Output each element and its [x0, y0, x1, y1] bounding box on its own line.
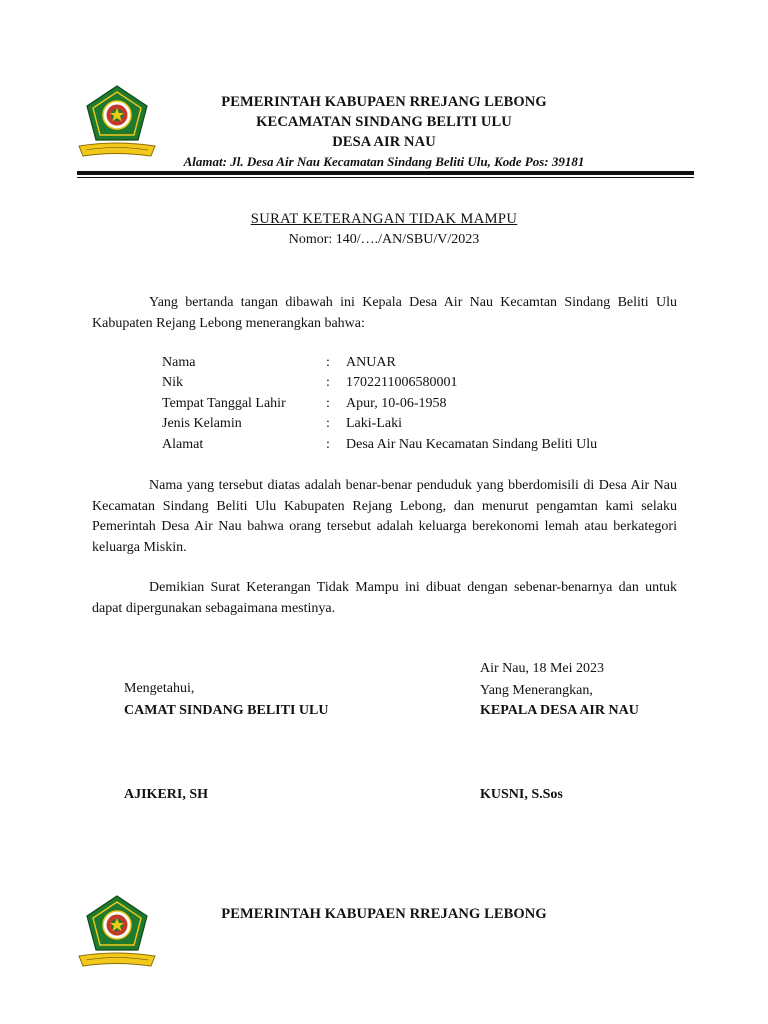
field-colon: : — [326, 436, 330, 452]
body-paragraph — [92, 476, 677, 558]
letterhead-village: DESA AIR NAU — [332, 134, 436, 150]
right-signatory-title: KEPALA DESA AIR NAU — [480, 703, 639, 718]
letterhead-address: Alamat: Jl. Desa Air Nau Kecamatan Sindang Beliti Ulu, Kode Pos: 39181 — [183, 154, 585, 169]
letter-title-text: SURAT KETERANGAN TIDAK MAMPU — [250, 211, 518, 227]
field-colon: : — [326, 375, 330, 391]
field-value: Apur, 10-06-1958 — [346, 395, 447, 411]
left-signatory-title: CAMAT SINDANG BELITI ULU — [124, 703, 329, 718]
identity-row — [162, 394, 642, 414]
body-text: Nama yang tersebut diatas adalah benar-benar penduduk yang bberdomisili di Desa Air Nau Kecamatan Sindang Beliti Ulu Kabupaten Rejang Lebong, dan menurut pengamtan kami selaku Pemerintah Desa Air Nau bahwa orang tersebut adalah keluarga berekonomi lemah atau berkategori keluarga Miskin. — [92, 478, 677, 555]
field-label: Alamat — [162, 436, 204, 452]
field-value: Laki-Laki — [346, 416, 402, 432]
letterhead-divider-thin — [77, 177, 694, 178]
field-label: Jenis Kelamin — [162, 416, 242, 432]
right-signatory-intro: Yang Menerangkan, — [480, 683, 593, 698]
identity-table — [162, 353, 642, 455]
left-signatory-name: AJIKERI, SH — [124, 787, 209, 802]
field-value: ANUAR — [346, 355, 396, 370]
field-label: Nama — [162, 355, 196, 370]
right-signatory-name: KUSNI, S.Sos — [480, 787, 563, 802]
identity-row — [162, 435, 642, 455]
identity-row — [162, 414, 642, 434]
field-colon: : — [326, 355, 330, 370]
regency-crest-icon — [74, 892, 160, 970]
next-page-letterhead-government: PEMERINTAH KABUPAEN RREJANG LEBONG — [221, 906, 547, 922]
intro-paragraph — [92, 293, 677, 334]
closing-paragraph — [92, 578, 677, 619]
closing-text: Demikian Surat Keterangan Tidak Mampu ini dibuat dengan sebenar-benarnya dan untuk dapat dipergunakan sebagaimana mestinya. — [92, 580, 677, 616]
identity-row — [162, 353, 642, 373]
field-value: 1702211006580001 — [346, 375, 458, 391]
field-label: Nik — [162, 375, 183, 391]
intro-text: Yang bertanda tangan dibawah ini Kepala Desa Air Nau Kecamtan Sindang Beliti Ulu Kabupaten Rejang Lebong menerangkan bahwa: — [92, 295, 677, 331]
identity-row — [162, 373, 642, 393]
signing-place-date: Air Nau, 18 Mei 2023 — [480, 661, 605, 676]
field-value: Desa Air Nau Kecamatan Sindang Beliti Ulu — [346, 436, 598, 452]
letterhead-district: KECAMATAN SINDANG BELITI ULU — [256, 114, 512, 130]
letter-title — [0, 211, 768, 228]
field-colon: : — [326, 416, 330, 432]
field-label: Tempat Tanggal Lahir — [162, 395, 286, 411]
letter-number: Nomor: 140/…./AN/SBU/V/2023 — [288, 232, 480, 247]
left-signatory-intro: Mengetahui, — [124, 681, 195, 696]
field-colon: : — [326, 395, 330, 411]
letterhead-divider-thick — [77, 171, 694, 175]
letterhead-government: PEMERINTAH KABUPAEN RREJANG LEBONG — [221, 94, 547, 110]
